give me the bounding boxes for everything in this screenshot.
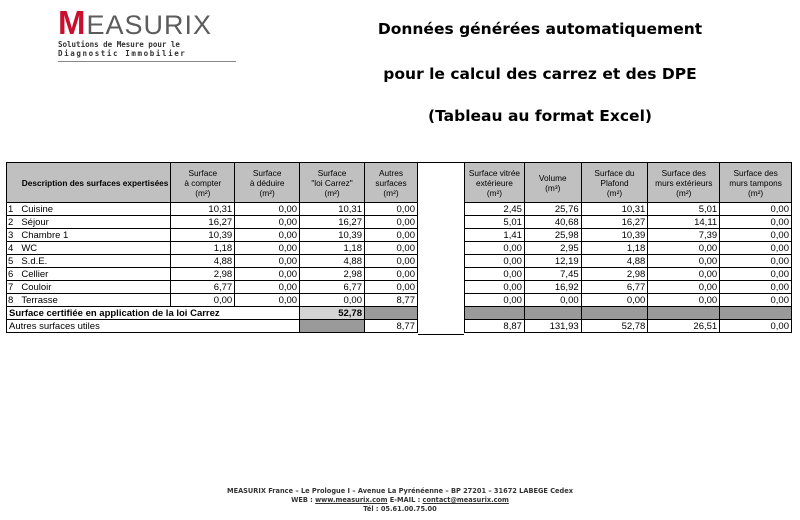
volume: 16,92	[524, 281, 581, 294]
room-name: Cellier	[20, 268, 171, 281]
surface-a-deduire: 0,00	[235, 255, 300, 268]
murs-tampons: 0,00	[720, 242, 792, 255]
surface-a-deduire: 0,00	[235, 216, 300, 229]
row-number: 4	[7, 242, 21, 255]
volume: 25,76	[524, 203, 581, 216]
murs-exterieurs: 0,00	[648, 242, 720, 255]
gray-cell	[364, 307, 417, 320]
surface-vitree: 2,45	[465, 203, 525, 216]
header-surface-a-compter: Surface à compter (m²)	[171, 163, 235, 203]
header-surface-plafond: Surface du Plafond (m²)	[581, 163, 648, 203]
row-number: 7	[7, 281, 21, 294]
row-number: 3	[7, 229, 21, 242]
volume: 40,68	[524, 216, 581, 229]
header-surface-a-deduire: Surface à déduire (m²)	[235, 163, 300, 203]
surface-a-compter: 6,77	[171, 281, 235, 294]
room-name: WC	[20, 242, 171, 255]
total-murs-ext: 26,51	[648, 320, 720, 333]
surface-plafond: 4,88	[581, 255, 648, 268]
surface-a-compter: 0,00	[171, 294, 235, 307]
surface-row	[7, 216, 418, 229]
logo-tagline-2: Diagnostic Immobilier	[58, 49, 187, 58]
footer-web-label: WEB :	[291, 496, 316, 504]
room-name: Chambre 1	[20, 229, 171, 242]
surface-vitree: 0,00	[465, 281, 525, 294]
surface-row	[7, 229, 418, 242]
dpe-gray-row	[465, 307, 792, 320]
room-name: Terrasse	[20, 294, 171, 307]
murs-tampons: 0,00	[720, 268, 792, 281]
autres-surfaces: 0,00	[364, 281, 417, 294]
surface-row	[7, 281, 418, 294]
total-vitree: 8,87	[465, 320, 525, 333]
surface-vitree: 0,00	[465, 294, 525, 307]
dpe-row	[465, 294, 792, 307]
surface-loi-carrez: 6,77	[300, 281, 365, 294]
surface-plafond: 0,00	[581, 294, 648, 307]
surface-vitree: 1,41	[465, 229, 525, 242]
certified-total-row	[7, 307, 418, 320]
murs-tampons: 0,00	[720, 203, 792, 216]
logo-wordmark	[58, 4, 228, 41]
volume: 12,19	[524, 255, 581, 268]
surface-plafond: 2,98	[581, 268, 648, 281]
gray-cell	[524, 307, 581, 320]
murs-exterieurs: 14,11	[648, 216, 720, 229]
surface-row	[7, 242, 418, 255]
footer-web-link[interactable]: www.measurix.com	[315, 496, 388, 504]
dpe-row	[465, 229, 792, 242]
certified-total-label: Surface certifiée en application de la loi Carrez	[7, 307, 300, 320]
room-name: S.d.E.	[20, 255, 171, 268]
murs-tampons: 0,00	[720, 281, 792, 294]
surface-loi-carrez: 10,31	[300, 203, 365, 216]
certified-total-value: 52,78	[300, 307, 365, 320]
surface-loi-carrez: 0,00	[300, 294, 365, 307]
surface-a-deduire: 0,00	[235, 268, 300, 281]
murs-exterieurs: 0,00	[648, 255, 720, 268]
autres-total-label: Autres surfaces utiles	[7, 320, 300, 333]
surface-loi-carrez: 2,98	[300, 268, 365, 281]
surface-loi-carrez: 1,18	[300, 242, 365, 255]
autres-surfaces: 0,00	[364, 229, 417, 242]
gray-cell	[300, 320, 365, 333]
header-murs-exterieurs: Surface des murs extérieurs (m²)	[648, 163, 720, 203]
row-number: 8	[7, 294, 21, 307]
surface-row	[7, 203, 418, 216]
surface-row	[7, 294, 418, 307]
murs-exterieurs: 0,00	[648, 268, 720, 281]
gray-cell	[720, 307, 792, 320]
surface-vitree: 0,00	[465, 242, 525, 255]
volume: 25,98	[524, 229, 581, 242]
surface-plafond: 6,77	[581, 281, 648, 294]
dpe-row	[465, 203, 792, 216]
logo-rest: EASURIX	[86, 10, 213, 40]
measurix-logo	[58, 4, 228, 62]
row-number: 2	[7, 216, 21, 229]
autres-total-value: 8,77	[364, 320, 417, 333]
footer-email-link[interactable]: contact@measurix.com	[422, 496, 509, 504]
room-name: Couloir	[20, 281, 171, 294]
volume: 0,00	[524, 294, 581, 307]
surface-a-compter: 10,31	[171, 203, 235, 216]
surface-vitree: 0,00	[465, 255, 525, 268]
autres-surfaces: 0,00	[364, 216, 417, 229]
footer-contact	[0, 496, 800, 504]
logo-initial: M	[58, 4, 87, 41]
header-description: Description des surfaces expertisées	[7, 163, 171, 203]
header-surface-loi-carrez: Surface "loi Carrez" (m²)	[300, 163, 365, 203]
header-murs-tampons: Surface des murs tampons (m²)	[720, 163, 792, 203]
surface-row	[7, 268, 418, 281]
autres-surfaces: 0,00	[364, 242, 417, 255]
autres-total-row	[7, 320, 418, 333]
surface-loi-carrez: 10,39	[300, 229, 365, 242]
surfaces-header-row	[7, 163, 418, 203]
surface-a-deduire: 0,00	[235, 294, 300, 307]
dpe-row	[465, 216, 792, 229]
total-murs-tampons: 0,00	[720, 320, 792, 333]
surface-plafond: 1,18	[581, 242, 648, 255]
volume: 2,95	[524, 242, 581, 255]
gray-cell	[581, 307, 648, 320]
murs-tampons: 0,00	[720, 229, 792, 242]
surface-a-compter: 1,18	[171, 242, 235, 255]
surfaces-table	[6, 162, 418, 333]
dpe-row	[465, 242, 792, 255]
dpe-row	[465, 281, 792, 294]
murs-tampons: 0,00	[720, 216, 792, 229]
surface-loi-carrez: 4,88	[300, 255, 365, 268]
total-plafond: 52,78	[581, 320, 648, 333]
volume: 7,45	[524, 268, 581, 281]
dpe-row	[465, 268, 792, 281]
room-name: Cuisine	[20, 203, 171, 216]
surface-a-deduire: 0,00	[235, 203, 300, 216]
header-surface-vitree: Surface vitrée extérieure (m²)	[465, 163, 525, 203]
surface-vitree: 0,00	[465, 268, 525, 281]
dpe-row	[465, 255, 792, 268]
autres-surfaces: 0,00	[364, 255, 417, 268]
footer-phone: Tél : 05.61.00.75.00	[363, 505, 437, 513]
header-volume: Volume (m³)	[524, 163, 581, 203]
logo-tagline-1: Solutions de Mesure pour le	[58, 40, 180, 49]
surface-loi-carrez: 16,27	[300, 216, 365, 229]
autres-surfaces: 0,00	[364, 268, 417, 281]
footer-email-label: E-MAIL :	[387, 496, 423, 504]
murs-exterieurs: 0,00	[648, 294, 720, 307]
surface-a-compter: 16,27	[171, 216, 235, 229]
logo-underline	[58, 61, 236, 62]
surface-a-compter: 4,88	[171, 255, 235, 268]
surface-a-deduire: 0,00	[235, 242, 300, 255]
footer-address: MEASURIX France – Le Prologue I – Avenue La Pyrénéenne – BP 27201 – 31672 LABEGE Cedex	[227, 487, 573, 495]
dpe-header-row	[465, 163, 792, 203]
room-name: Séjour	[20, 216, 171, 229]
surface-row	[7, 255, 418, 268]
gray-cell	[465, 307, 525, 320]
row-number: 1	[7, 203, 21, 216]
total-volume: 131,93	[524, 320, 581, 333]
surface-plafond: 10,31	[581, 203, 648, 216]
autres-surfaces: 0,00	[364, 203, 417, 216]
surface-a-deduire: 0,00	[235, 229, 300, 242]
page-title-line-3: (Tableau au format Excel)	[428, 107, 652, 125]
row-number: 6	[7, 268, 21, 281]
header-autres-surfaces: Autres surfaces (m²)	[364, 163, 417, 203]
row-number: 5	[7, 255, 21, 268]
murs-exterieurs: 5,01	[648, 203, 720, 216]
table-spacer	[418, 162, 464, 335]
murs-tampons: 0,00	[720, 255, 792, 268]
dpe-total-row	[465, 320, 792, 333]
page-title-line-2: pour le calcul des carrez et des DPE	[383, 65, 697, 83]
surface-a-compter: 2,98	[171, 268, 235, 281]
surface-a-compter: 10,39	[171, 229, 235, 242]
page-title-line-1: Données générées automatiquement	[377, 20, 703, 38]
murs-tampons: 0,00	[720, 294, 792, 307]
surface-plafond: 16,27	[581, 216, 648, 229]
surface-plafond: 10,39	[581, 229, 648, 242]
murs-exterieurs: 7,39	[648, 229, 720, 242]
murs-exterieurs: 0,00	[648, 281, 720, 294]
gray-cell	[648, 307, 720, 320]
surface-a-deduire: 0,00	[235, 281, 300, 294]
surface-vitree: 5,01	[465, 216, 525, 229]
autres-surfaces: 8,77	[364, 294, 417, 307]
dpe-table	[464, 162, 792, 333]
